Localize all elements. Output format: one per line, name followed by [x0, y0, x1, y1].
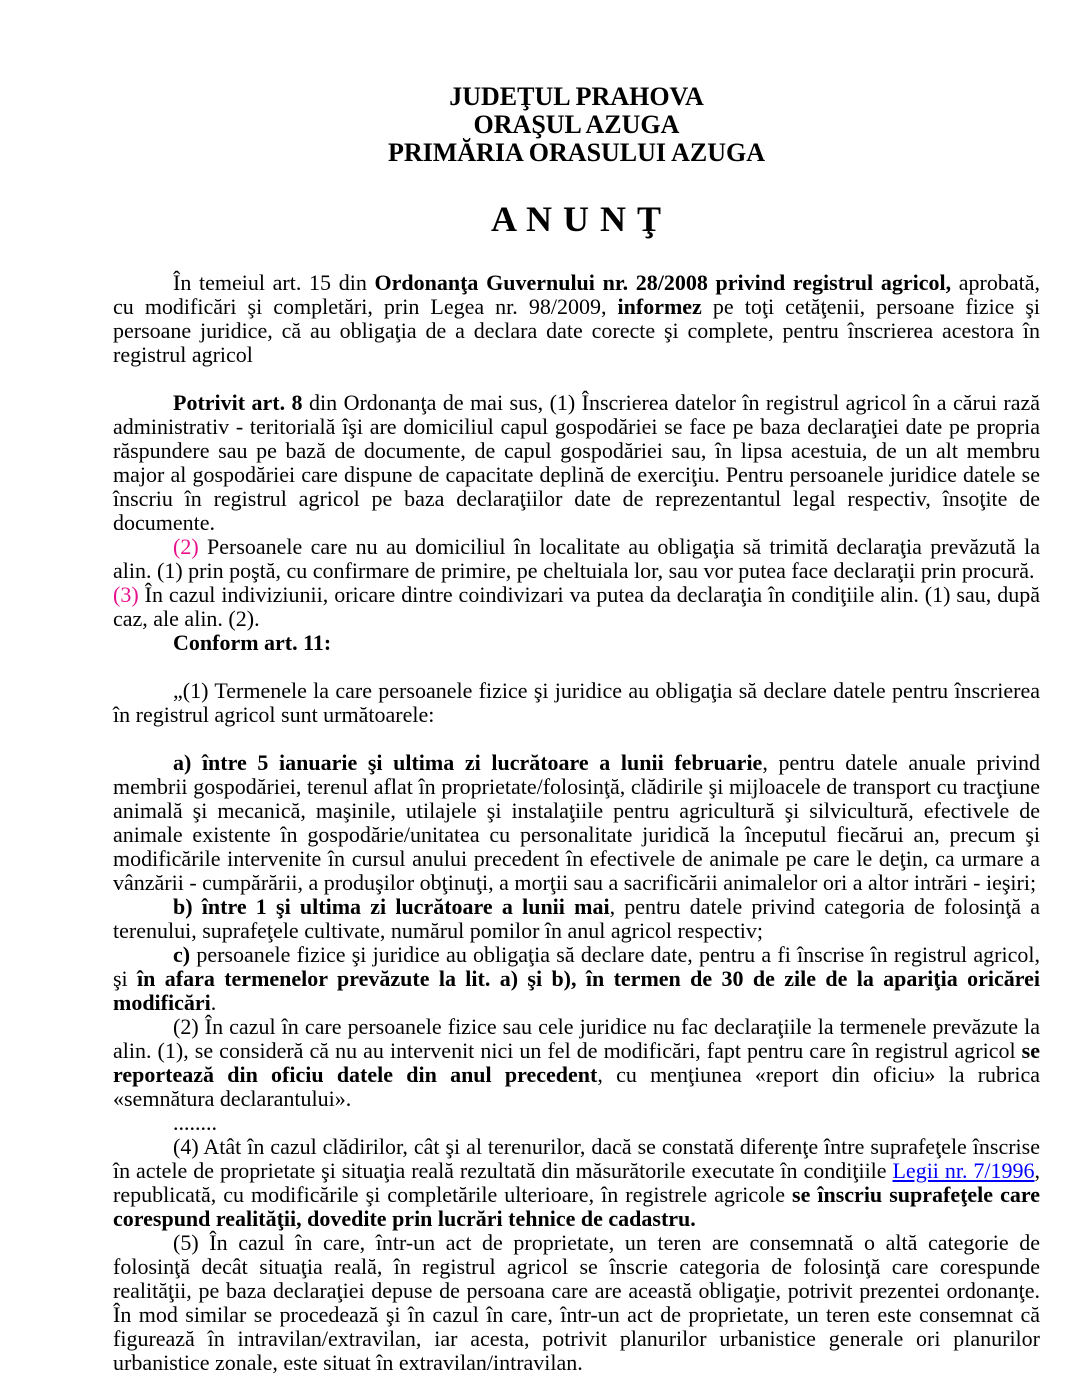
text-run: pe toţi cetăţenii, persoane fizice şi persoane juridice, că au obligaţia de a declara date corecte şi complete, pentru înscrierea acestora în registrul agricol — [113, 294, 1040, 367]
text-run: în afara termenelor prevăzute la lit. a) şi b), în termen de 30 de zile de la apariţia oricărei modificări — [113, 966, 1040, 1015]
text-run: aprobată, cu modificări şi completări, prin Legea nr. 98/2009, — [113, 270, 1041, 319]
text-run: (4) Atât în cazul clădirilor, cât şi al terenurilor, dacă se constată diferenţe între suprafeţele înscrise în actele de proprietate şi situaţia reală rezultată din măsurătorile executate în condiţiile — [113, 1134, 1040, 1183]
text-run: b) între 1 şi ultima zi lucrătoare a lunii mai — [173, 894, 610, 919]
text-run: ........ — [173, 1110, 217, 1135]
text-run: , pentru datele privind categoria de folosinţă a terenului, suprafeţele cultivate, numărul pomilor în anul agricol respectiv; — [113, 894, 1040, 943]
paragraph-art11-alin2 — [113, 1015, 1040, 1111]
text-run: , pentru datele anuale privind membrii gospodăriei, terenul aflat în proprietate/folosinţă, clădirile şi mijloacele de transport cu tracţiune animală şi mecanică, maşinile, utilajele şi instalaţiile pentru agricultură şi silvicultură, efectivele de animale existente în gospodărie/unitatea cu personalitate juridică la începutul fiecărui an, precum şi modificările intervenite în cursul anului precedent în efectivele de animale pe care le deţin, ca urmare a vânzării - cumpărării, a produşilor obţinuţi, a morţii sau a sacrificării animalelor ori a altor intrări - ieşiri; — [113, 750, 1040, 895]
paragraph-alin5 — [113, 1231, 1040, 1375]
paragraph-lit-c — [113, 943, 1040, 1015]
paragraph-conform-art11 — [113, 631, 1040, 655]
text-run: c) — [173, 942, 191, 967]
paragraph-ellipsis — [113, 1111, 1040, 1135]
text-run: (2) — [173, 534, 199, 559]
text-run: Persoanele care nu au domiciliul în localitate au obligaţia să trimită declaraţia prevăzută la alin. (1) prin poştă, cu confirmare de primire, pe cheltuiala lor, sau vor putea face declaraţii prin procură. — [113, 534, 1040, 583]
paragraph-art11-alin1 — [113, 679, 1040, 727]
text-run: (5) În cazul în care, într-un act de proprietate, un teren are consemnată o altă categorie de folosinţă decât situaţia reală, în registrul agricol se înscrie categoria de folosinţă care corespunde realităţii, pe baza declaraţiei depuse de persoana care are această obligaţie, potrivit prezentei ordonanţe. În mod similar se procedează şi în cazul în care, într-un act de proprietate, un teren este consemnat că figurează în intravilan/extravilan, iar acesta, potrivit planurilor urbanistice generale ori planurilor urbanistice zonale, este situat în extravilan/intravilan. — [113, 1230, 1040, 1375]
text-run: , cu menţiunea «report din oficiu» la rubrica «semnătura declarantului». — [113, 1062, 1040, 1111]
paragraph-alin2 — [113, 535, 1040, 583]
text-run: „(1) Termenele la care persoanele fizice şi juridice au obligaţia să declare datele pentru înscrierea în registrul agricol sunt următoarele: — [113, 678, 1040, 727]
text-run: , republicată, cu modificările şi completările ulterioare, în registrele agricole — [113, 1158, 1040, 1207]
text-run: În temeiul art. 15 din — [173, 270, 375, 295]
text-run: din Ordonanţa de mai sus, (1) Înscrierea datelor în registrul agricol în a cărui rază administrativ - teritorială îşi are domiciliul capul gospodăriei se face pe baza declaraţiei date pe propria răspundere sau pe bază de documente, de capul gospodăriei sau, în lipsa acestuia, de un alt membru major al gospodăriei care dispune de capacitate deplină de exerciţiu. Pentru persoanele juridice datele se înscriu în registrul agricol pe baza declaraţiilor date de reprezentantul legal respectiv, însoţite de documente. — [113, 390, 1040, 535]
paragraph-intro — [113, 271, 1040, 367]
announcement-title: A N U N Ţ — [490, 199, 663, 239]
document-header — [113, 83, 1040, 167]
text-run: se reportează din oficiu datele din anul precedent — [113, 1038, 1040, 1087]
text-run: Conform art. 11: — [173, 630, 332, 655]
legal-reference-link[interactable]: Legii nr. 7/1996 — [892, 1158, 1035, 1183]
county-name: JUDEŢUL PRAHOVA — [449, 82, 704, 111]
text-run: (2) În cazul în care persoanele fizice sau cele juridice nu fac declaraţiile la termenele prevăzute la alin. (1), se consideră că nu au intervenit nici un fel de modificări, fapt pentru care în registrul agricol — [113, 1014, 1040, 1063]
paragraph-lit-b — [113, 895, 1040, 943]
text-run: Ordonanţa Guvernului nr. 28/2008 privind registrul agricol, — [374, 270, 952, 295]
text-run: (3) — [113, 582, 139, 607]
text-run: Potrivit art. 8 — [173, 390, 303, 415]
cityhall-name: PRIMĂRIA ORASULUI AZUGA — [387, 138, 766, 167]
text-run: În cazul indiviziunii, oricare dintre coindivizari va putea da declaraţia în condiţiile alin. (1) sau, după caz, ale alin. (2). — [113, 582, 1040, 631]
paragraph-art8 — [113, 391, 1040, 535]
text-run: informez — [617, 294, 702, 319]
text-run: a) între 5 ianuarie şi ultima zi lucrătoare a lunii februarie — [173, 750, 763, 775]
text-run: persoanele fizice şi juridice au obligaţia să declare date, pentru a fi înscrise în registrul agricol, şi — [113, 942, 1040, 991]
text-run: . — [210, 990, 217, 1015]
paragraph-alin4 — [113, 1135, 1040, 1231]
paragraph-alin3 — [113, 583, 1040, 631]
city-name: ORAŞUL AZUGA — [473, 110, 680, 139]
text-run: se înscriu suprafeţele care corespund realităţii, dovedite prin lucrări tehnice de cadastru. — [113, 1182, 1040, 1231]
paragraph-lit-a — [113, 751, 1040, 895]
